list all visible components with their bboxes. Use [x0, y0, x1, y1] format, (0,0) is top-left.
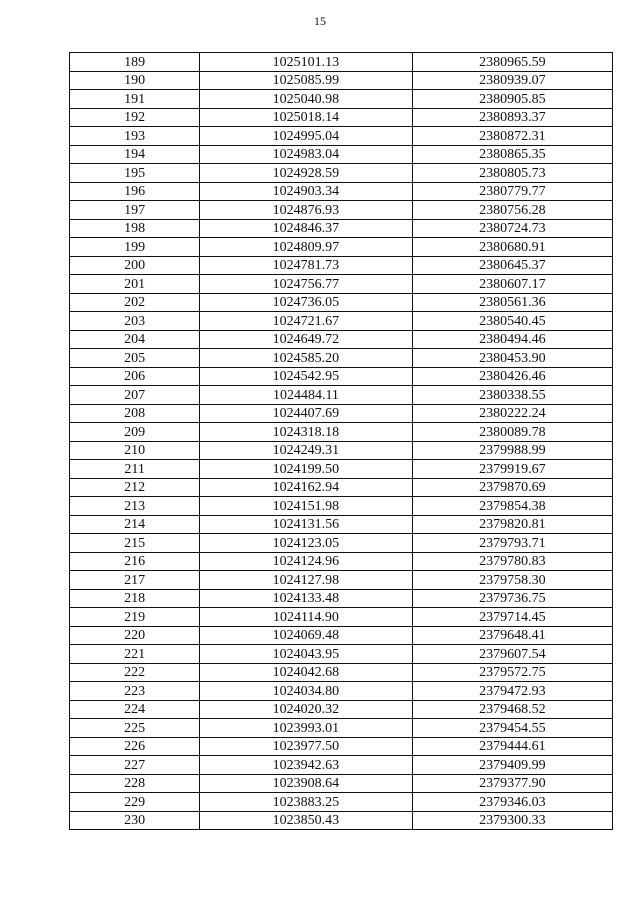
- x-coordinate-cell: 1024721.67: [200, 312, 412, 331]
- x-coordinate-cell: 1023993.01: [200, 719, 412, 738]
- table-row: [70, 312, 613, 331]
- point-number-cell: 214: [70, 515, 200, 534]
- x-coordinate-cell: 1024542.95: [200, 367, 412, 386]
- point-number-cell: 198: [70, 219, 200, 238]
- table-row: [70, 367, 613, 386]
- y-coordinate-cell: 2380865.35: [412, 145, 612, 164]
- x-coordinate-cell: 1024781.73: [200, 256, 412, 275]
- y-coordinate-cell: 2379736.75: [412, 589, 612, 608]
- table-row: [70, 404, 613, 423]
- coordinates-table-body: [70, 53, 613, 830]
- point-number-cell: 208: [70, 404, 200, 423]
- table-row: [70, 534, 613, 553]
- point-number-cell: 207: [70, 386, 200, 405]
- table-row: [70, 182, 613, 201]
- point-number-cell: 223: [70, 682, 200, 701]
- point-number-cell: 217: [70, 571, 200, 590]
- table-row: [70, 700, 613, 719]
- y-coordinate-cell: 2379346.03: [412, 793, 612, 812]
- y-coordinate-cell: 2380453.90: [412, 349, 612, 368]
- y-coordinate-cell: 2379454.55: [412, 719, 612, 738]
- y-coordinate-cell: 2380494.46: [412, 330, 612, 349]
- y-coordinate-cell: 2380426.46: [412, 367, 612, 386]
- table-row: [70, 663, 613, 682]
- x-coordinate-cell: 1024585.20: [200, 349, 412, 368]
- y-coordinate-cell: 2380872.31: [412, 127, 612, 146]
- y-coordinate-cell: 2379648.41: [412, 626, 612, 645]
- table-row: [70, 645, 613, 664]
- table-row: [70, 423, 613, 442]
- y-coordinate-cell: 2379714.45: [412, 608, 612, 627]
- x-coordinate-cell: 1023942.63: [200, 756, 412, 775]
- table-row: [70, 626, 613, 645]
- point-number-cell: 197: [70, 201, 200, 220]
- point-number-cell: 192: [70, 108, 200, 127]
- y-coordinate-cell: 2379300.33: [412, 811, 612, 830]
- x-coordinate-cell: 1024876.93: [200, 201, 412, 220]
- y-coordinate-cell: 2380893.37: [412, 108, 612, 127]
- point-number-cell: 195: [70, 164, 200, 183]
- y-coordinate-cell: 2380965.59: [412, 53, 612, 72]
- x-coordinate-cell: 1024020.32: [200, 700, 412, 719]
- table-row: [70, 608, 613, 627]
- x-coordinate-cell: 1024043.95: [200, 645, 412, 664]
- point-number-cell: 221: [70, 645, 200, 664]
- y-coordinate-cell: 2379820.81: [412, 515, 612, 534]
- point-number-cell: 209: [70, 423, 200, 442]
- y-coordinate-cell: 2380089.78: [412, 423, 612, 442]
- table-row: [70, 53, 613, 72]
- point-number-cell: 212: [70, 478, 200, 497]
- y-coordinate-cell: 2379870.69: [412, 478, 612, 497]
- x-coordinate-cell: 1024318.18: [200, 423, 412, 442]
- point-number-cell: 215: [70, 534, 200, 553]
- point-number-cell: 225: [70, 719, 200, 738]
- x-coordinate-cell: 1023883.25: [200, 793, 412, 812]
- y-coordinate-cell: 2380756.28: [412, 201, 612, 220]
- table-row: [70, 497, 613, 516]
- table-row: [70, 793, 613, 812]
- x-coordinate-cell: 1024034.80: [200, 682, 412, 701]
- y-coordinate-cell: 2380645.37: [412, 256, 612, 275]
- x-coordinate-cell: 1025018.14: [200, 108, 412, 127]
- point-number-cell: 191: [70, 90, 200, 109]
- point-number-cell: 201: [70, 275, 200, 294]
- y-coordinate-cell: 2379472.93: [412, 682, 612, 701]
- x-coordinate-cell: 1024736.05: [200, 293, 412, 312]
- point-number-cell: 199: [70, 238, 200, 257]
- table-row: [70, 589, 613, 608]
- point-number-cell: 219: [70, 608, 200, 627]
- table-row: [70, 478, 613, 497]
- y-coordinate-cell: 2379988.99: [412, 441, 612, 460]
- x-coordinate-cell: 1023850.43: [200, 811, 412, 830]
- table-row: [70, 201, 613, 220]
- y-coordinate-cell: 2380338.55: [412, 386, 612, 405]
- x-coordinate-cell: 1024162.94: [200, 478, 412, 497]
- table-row: [70, 330, 613, 349]
- table-row: [70, 145, 613, 164]
- y-coordinate-cell: 2380222.24: [412, 404, 612, 423]
- x-coordinate-cell: 1024846.37: [200, 219, 412, 238]
- y-coordinate-cell: 2379468.52: [412, 700, 612, 719]
- x-coordinate-cell: 1024069.48: [200, 626, 412, 645]
- x-coordinate-cell: 1024199.50: [200, 460, 412, 479]
- point-number-cell: 205: [70, 349, 200, 368]
- table-row: [70, 552, 613, 571]
- x-coordinate-cell: 1024131.56: [200, 515, 412, 534]
- x-coordinate-cell: 1024649.72: [200, 330, 412, 349]
- point-number-cell: 202: [70, 293, 200, 312]
- table-row: [70, 737, 613, 756]
- table-row: [70, 811, 613, 830]
- x-coordinate-cell: 1024756.77: [200, 275, 412, 294]
- x-coordinate-cell: 1024928.59: [200, 164, 412, 183]
- point-number-cell: 229: [70, 793, 200, 812]
- point-number-cell: 216: [70, 552, 200, 571]
- table-row: [70, 219, 613, 238]
- point-number-cell: 222: [70, 663, 200, 682]
- x-coordinate-cell: 1025101.13: [200, 53, 412, 72]
- point-number-cell: 227: [70, 756, 200, 775]
- y-coordinate-cell: 2380805.73: [412, 164, 612, 183]
- table-row: [70, 719, 613, 738]
- table-row: [70, 108, 613, 127]
- x-coordinate-cell: 1024133.48: [200, 589, 412, 608]
- table-row: [70, 164, 613, 183]
- point-number-cell: 203: [70, 312, 200, 331]
- x-coordinate-cell: 1024151.98: [200, 497, 412, 516]
- y-coordinate-cell: 2379919.67: [412, 460, 612, 479]
- point-number-cell: 224: [70, 700, 200, 719]
- point-number-cell: 230: [70, 811, 200, 830]
- x-coordinate-cell: 1024484.11: [200, 386, 412, 405]
- y-coordinate-cell: 2380905.85: [412, 90, 612, 109]
- x-coordinate-cell: 1024249.31: [200, 441, 412, 460]
- y-coordinate-cell: 2379572.75: [412, 663, 612, 682]
- table-row: [70, 256, 613, 275]
- point-number-cell: 228: [70, 774, 200, 793]
- y-coordinate-cell: 2379758.30: [412, 571, 612, 590]
- x-coordinate-cell: 1024123.05: [200, 534, 412, 553]
- y-coordinate-cell: 2380724.73: [412, 219, 612, 238]
- point-number-cell: 193: [70, 127, 200, 146]
- x-coordinate-cell: 1024995.04: [200, 127, 412, 146]
- point-number-cell: 220: [70, 626, 200, 645]
- x-coordinate-cell: 1024114.90: [200, 608, 412, 627]
- table-row: [70, 460, 613, 479]
- x-coordinate-cell: 1023908.64: [200, 774, 412, 793]
- table-row: [70, 127, 613, 146]
- x-coordinate-cell: 1024983.04: [200, 145, 412, 164]
- x-coordinate-cell: 1024407.69: [200, 404, 412, 423]
- point-number-cell: 190: [70, 71, 200, 90]
- point-number-cell: 218: [70, 589, 200, 608]
- x-coordinate-cell: 1023977.50: [200, 737, 412, 756]
- point-number-cell: 194: [70, 145, 200, 164]
- table-row: [70, 238, 613, 257]
- point-number-cell: 189: [70, 53, 200, 72]
- table-row: [70, 293, 613, 312]
- table-row: [70, 515, 613, 534]
- table-row: [70, 386, 613, 405]
- x-coordinate-cell: 1024124.96: [200, 552, 412, 571]
- table-row: [70, 756, 613, 775]
- table-row: [70, 441, 613, 460]
- x-coordinate-cell: 1024042.68: [200, 663, 412, 682]
- y-coordinate-cell: 2380540.45: [412, 312, 612, 331]
- y-coordinate-cell: 2380779.77: [412, 182, 612, 201]
- y-coordinate-cell: 2379409.99: [412, 756, 612, 775]
- point-number-cell: 210: [70, 441, 200, 460]
- table-row: [70, 71, 613, 90]
- x-coordinate-cell: 1025040.98: [200, 90, 412, 109]
- point-number-cell: 226: [70, 737, 200, 756]
- y-coordinate-cell: 2379607.54: [412, 645, 612, 664]
- x-coordinate-cell: 1024127.98: [200, 571, 412, 590]
- y-coordinate-cell: 2380680.91: [412, 238, 612, 257]
- y-coordinate-cell: 2379793.71: [412, 534, 612, 553]
- page-number: 15: [314, 14, 326, 28]
- point-number-cell: 204: [70, 330, 200, 349]
- point-number-cell: 196: [70, 182, 200, 201]
- x-coordinate-cell: 1025085.99: [200, 71, 412, 90]
- table-row: [70, 571, 613, 590]
- table-row: [70, 682, 613, 701]
- y-coordinate-cell: 2380939.07: [412, 71, 612, 90]
- x-coordinate-cell: 1024809.97: [200, 238, 412, 257]
- point-number-cell: 206: [70, 367, 200, 386]
- table-row: [70, 774, 613, 793]
- point-number-cell: 211: [70, 460, 200, 479]
- coordinates-table: [69, 52, 613, 830]
- table-row: [70, 349, 613, 368]
- y-coordinate-cell: 2379780.83: [412, 552, 612, 571]
- table-row: [70, 90, 613, 109]
- y-coordinate-cell: 2379854.38: [412, 497, 612, 516]
- point-number-cell: 200: [70, 256, 200, 275]
- y-coordinate-cell: 2379377.90: [412, 774, 612, 793]
- y-coordinate-cell: 2379444.61: [412, 737, 612, 756]
- x-coordinate-cell: 1024903.34: [200, 182, 412, 201]
- point-number-cell: 213: [70, 497, 200, 516]
- y-coordinate-cell: 2380561.36: [412, 293, 612, 312]
- table-row: [70, 275, 613, 294]
- y-coordinate-cell: 2380607.17: [412, 275, 612, 294]
